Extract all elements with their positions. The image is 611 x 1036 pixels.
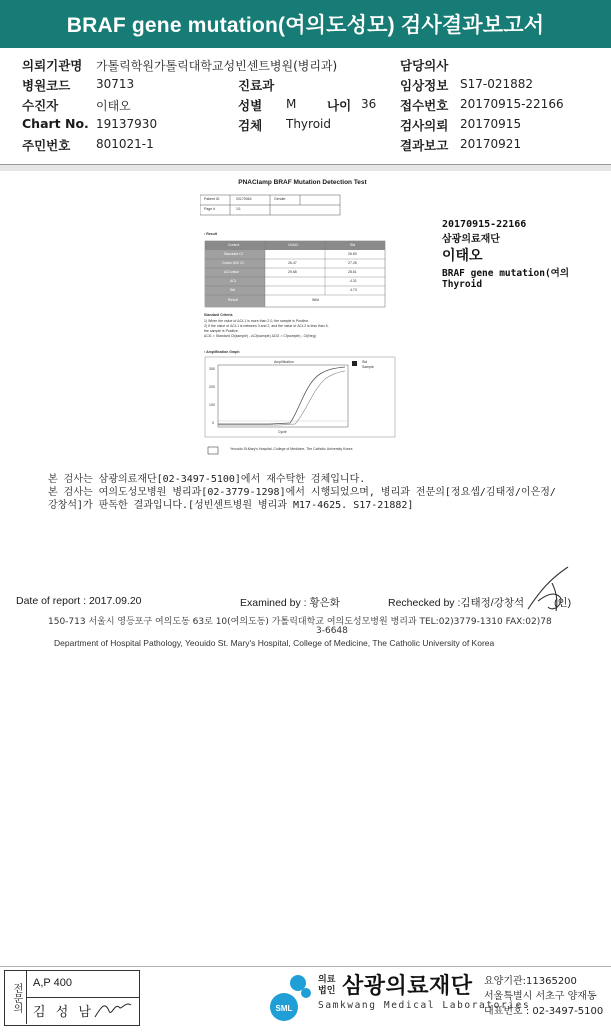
resident-no-value: 801021-1 xyxy=(96,137,154,151)
report-notes xyxy=(48,473,556,512)
criteria-line: the sample is Positive. xyxy=(204,329,239,333)
lab-contact xyxy=(484,974,603,1019)
report-title: BRAF gene mutation(여의도성모) 검사결과보고서 xyxy=(66,14,545,37)
department-label: 진료과 xyxy=(238,78,275,93)
stamp-patient-name: 이태오 xyxy=(442,248,483,264)
result-row-label: ΔCt xyxy=(230,279,236,283)
signature-scribble xyxy=(520,561,580,621)
note-line: 본 검사는 여의도성모병원 병리과[02-3779-1298]에서 시행되었으며, 병리과 전문의[정요셉/김태정/이은정/ xyxy=(48,487,556,498)
brand-subtitle: 의료 법인 xyxy=(318,975,336,996)
result-row-value: 27.28 xyxy=(348,261,357,265)
address-line: 3-6648 xyxy=(316,626,348,636)
specimen-label: 검체 xyxy=(238,118,263,133)
age-value: 36 xyxy=(361,97,377,111)
sex-label: 성별 xyxy=(238,98,263,113)
stamp-receipt-no: 20170915-22166 xyxy=(442,219,527,230)
stamp-code: A,P 400 xyxy=(33,977,72,989)
specimen-stamp xyxy=(442,219,582,289)
stamp-lab-name: 삼광의료재단 xyxy=(442,234,500,245)
result-row-label: Result xyxy=(228,298,238,302)
clinical-info-value: S17-021882 xyxy=(460,77,534,91)
facility-code: 요양기관:11365200 xyxy=(484,976,577,987)
hospital-code-label: 병원코드 xyxy=(22,78,71,93)
stamp-side-label: 전문의 xyxy=(5,971,27,1024)
hospital-value: 가톨릭학원가톨릭대학교성빈센트병원(병리과) xyxy=(96,59,338,73)
pathologist-stamp xyxy=(4,970,140,1026)
result-row-value: 26.83 xyxy=(348,252,357,256)
result-row-label: Std xyxy=(230,288,236,292)
hospital-label: 의뢰기관명 xyxy=(22,58,83,73)
signature-scribble xyxy=(91,997,135,1023)
gender-label: Gender xyxy=(274,197,286,201)
rechecked-by: Rechecked by :김태정/강창석 xyxy=(388,597,525,609)
stamp-pathologist-name: 김 성 남 xyxy=(33,1005,94,1020)
result-row-value: 26.47 xyxy=(288,261,297,265)
result-header-control: Control xyxy=(228,243,240,247)
graph-title: Amplification xyxy=(274,360,294,364)
chart-no-value: 19137930 xyxy=(96,117,158,131)
x-axis-label: Cycle xyxy=(278,430,287,434)
stamp-test-name: BRAF gene mutation(여의 xyxy=(442,268,570,279)
report-date-value: 20170921 xyxy=(460,137,522,151)
patient-value: 이태오 xyxy=(96,99,131,113)
y-tick: 0 xyxy=(212,421,214,425)
y-tick: 300 xyxy=(209,367,215,371)
result-row-label: Codon 600 Ct xyxy=(222,261,244,265)
sex-value: M xyxy=(286,97,297,111)
y-tick: 200 xyxy=(209,385,215,389)
result-header-ct: Ct/ΔCt xyxy=(288,243,299,247)
lab-footer xyxy=(0,967,611,1036)
specimen-value: Thyroid xyxy=(286,117,331,131)
receipt-no-value: 20170915-22166 xyxy=(460,97,564,111)
criteria-line: ΔCt1 = Standard Ct(sample) - ΔCt(sample) ΔCt2 = Ct(sample) - Ct(Neg) xyxy=(204,334,316,338)
result-row-value: 4.73 xyxy=(350,288,357,292)
stamp-specimen: Thyroid xyxy=(442,279,483,290)
clinical-info-label: 임상정보 xyxy=(400,78,449,93)
date-of-report: Date of report : 2017.09.20 xyxy=(16,595,142,607)
result-row-value: 28.61 xyxy=(348,270,357,274)
note-line: 강창석]가 판독한 결과입니다.[성빈센트병원 병리과 M17-4625. S17-21882] xyxy=(48,500,414,511)
patient-id-label: Patient ID xyxy=(204,197,220,201)
logo-text: SML xyxy=(275,1004,293,1013)
brand-name: 삼광의료재단 xyxy=(342,974,473,999)
examined-by: Examined by : 황은화 xyxy=(240,597,340,609)
result-row-value: Wild xyxy=(312,298,319,302)
result-row-label: ΔCt value xyxy=(224,270,240,274)
patient-info-section xyxy=(0,52,611,164)
attending-label: 담당의사 xyxy=(400,58,449,73)
pnaclamp-report-image xyxy=(200,179,405,469)
lab-address: 서울특별시 서초구 양재동 xyxy=(484,991,597,1002)
result-label: ▪ Result xyxy=(204,232,217,236)
result-row-value: 4.31 xyxy=(350,279,357,283)
chart-no-label: Chart No. xyxy=(22,116,89,131)
result-row-label: Standard Ct xyxy=(224,252,243,256)
report-date-label: 결과보고 xyxy=(400,138,449,153)
brand-english: Samkwang Medical Laboratories xyxy=(318,1000,531,1011)
page-label: Page # xyxy=(204,207,216,211)
patient-id-value: 20170064 xyxy=(236,197,252,201)
note-line: 본 검사는 삼광의료재단[02-3497-5100]에서 재수탁한 검체입니다. xyxy=(48,474,366,485)
seal-mark: (인) xyxy=(554,597,572,609)
receipt-no-label: 접수번호 xyxy=(400,98,449,113)
lab-phone: 대표번호 : 02-3497-5100 xyxy=(484,1006,604,1017)
page-value: 1/1 xyxy=(236,207,241,211)
age-label: 나이 xyxy=(327,98,352,113)
legend-item: Sample xyxy=(362,365,374,369)
request-value: 20170915 xyxy=(460,117,522,131)
criteria-label: Standard Criteria xyxy=(204,313,233,317)
hospital-code-value: 30713 xyxy=(96,77,135,91)
y-tick: 100 xyxy=(209,403,215,407)
patient-label: 수진자 xyxy=(22,98,59,113)
graph-label: ▪ Amplification Graph xyxy=(204,350,240,354)
department-english: Department of Hospital Pathology, Yeouido St. Mary's Hospital, College of Medicine, The Catholic University of Korea xyxy=(54,638,495,648)
resident-no-label: 주민번호 xyxy=(22,138,71,153)
result-row-value: 29.68 xyxy=(288,270,297,274)
scanned-report xyxy=(0,171,611,966)
criteria-line: 1) When the value of ΔCt-1 is more than 2.0, the sample is Positive. xyxy=(204,319,310,323)
pnaclamp-title: PNAClamp BRAF Mutation Detection Test xyxy=(238,179,367,186)
address-line: 150-713 서울시 영등포구 여의도동 63로 10(여의도동) 가톨릭대학교 여의도성모병원 병리과 TEL:02)3779-1310 FAX:02)78 xyxy=(48,617,552,627)
result-header-std: Std xyxy=(350,243,356,247)
sml-logo-icon xyxy=(268,971,314,1023)
criteria-line: 2) If the value of ΔCt-1 is between 0 and 2, and the value of ΔCt-2 is less than 5, xyxy=(204,324,329,328)
request-label: 검사의뢰 xyxy=(400,118,449,133)
legend-item: Std xyxy=(362,360,368,364)
report-title-bar xyxy=(0,0,611,48)
report-footer-text: Yeouido St.Mary's Hospital, College of Medicine, The Catholic University Korea xyxy=(230,447,353,451)
